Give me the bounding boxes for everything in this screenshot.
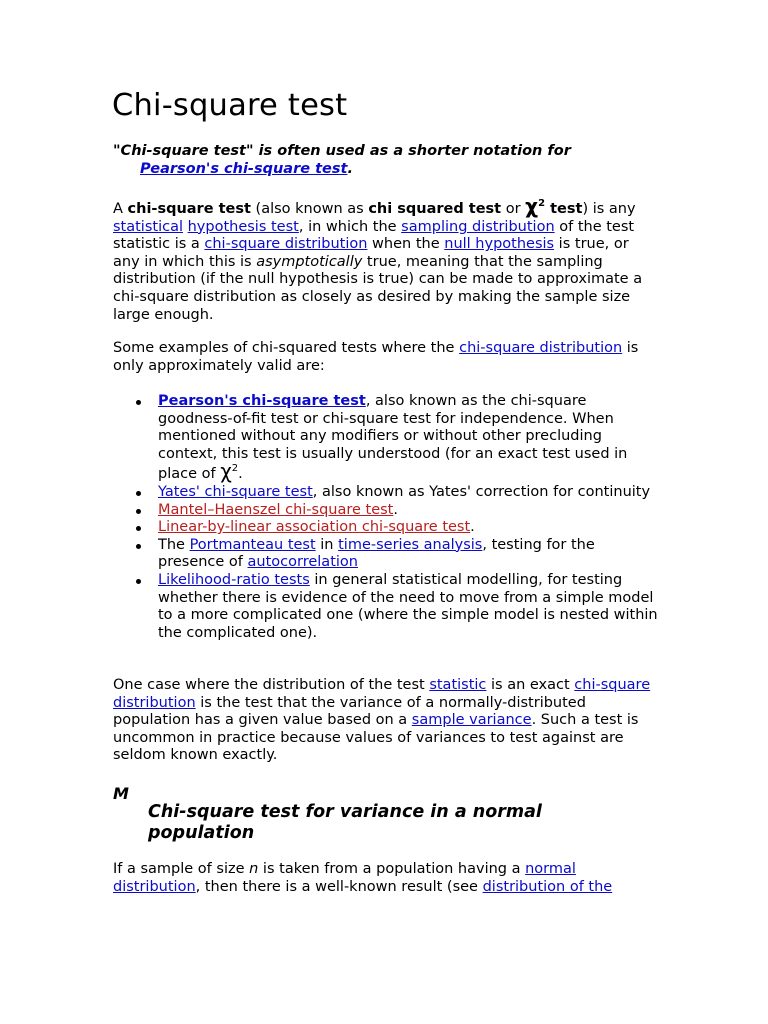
link-distribution-of-the[interactable]: distribution of the: [482, 878, 613, 895]
examples-list: [158, 393, 658, 642]
list-item: The Portmanteau test in time-series analysis, testing for the presence of autocorrelation: [158, 537, 658, 572]
chi-symbol: χ: [220, 459, 232, 484]
link-pearsons-chi-square-test[interactable]: Pearson's chi-square test: [158, 393, 366, 409]
link-yates-chi-square-test[interactable]: Yates' chi-square test: [158, 483, 313, 500]
intro-paragraph: A chi-square test (also known as chi squared test or $\chi^2$ test) is any statistical hypothesis test, in which the sampling distribution of the test statistic is a chi-square distribution when the null hypothesis is true, or any in which this is asymptotically true, meaning that the sampling distribution (if the null hypothesis is true) can be made to approximate a chi-square distribution as closely as desired by making the sample size large enough.: [113, 194, 643, 323]
link-chi-square-distribution-3[interactable]: chi-square distribution: [113, 677, 651, 711]
link-chi-square-distribution[interactable]: chi-square distribution: [204, 236, 368, 253]
hatnote-text: "Chi-square test" is often used as a shorter notation for: [113, 143, 571, 159]
link-sample-variance[interactable]: sample variance: [411, 712, 532, 729]
examples-paragraph: Some examples of chi-squared tests where the chi-square distribution is only approximately valid are:: [113, 340, 639, 374]
link-statistical[interactable]: statistical: [113, 218, 183, 235]
list-item: Linear-by-linear association chi-square test.: [158, 519, 658, 537]
link-statistic[interactable]: statistic: [429, 677, 487, 693]
list-item: Yates' chi-square test, also known as Yates' correction for continuity: [158, 484, 658, 502]
page-title: Chi-square test: [112, 88, 348, 123]
last-paragraph: If a sample of size n is taken from a population having a normal distribution, then there is a well-known result (see distribution of the: [113, 861, 613, 895]
chi-symbol: χ: [525, 194, 539, 218]
link-time-series-analysis[interactable]: time-series analysis: [338, 536, 483, 553]
link-portmanteau-test[interactable]: Portmanteau test: [189, 536, 316, 553]
link-mantel-haenszel-chi-square-test[interactable]: Mantel–Haenszel chi-square test: [158, 501, 394, 518]
list-item: Mantel–Haenszel chi-square test.: [158, 502, 658, 520]
link-hypothesis-test[interactable]: hypothesis test: [187, 218, 299, 235]
link-linear-by-linear-association-chi-square-test[interactable]: Linear-by-linear association chi-square test: [158, 519, 471, 536]
link-null-hypothesis[interactable]: null hypothesis: [444, 236, 555, 253]
list-item: Pearson's chi-square test, also known as the chi-square goodness-of-fit test or chi-square test for independence. When mentioned without any modifiers or without other precluding context, this test is usually understood (for an exact test used in place of $\chi^2$.: [158, 393, 658, 484]
hatnote: "Chi-square test" is often used as a shorter notation for Pearson's chi-square test.: [113, 143, 571, 177]
link-sampling-distribution[interactable]: sampling distribution: [401, 218, 555, 235]
hatnote-link-pearsons-chi-square-test[interactable]: Pearson's chi-square test: [140, 160, 348, 177]
section-marker: M: [113, 784, 129, 803]
link-autocorrelation[interactable]: autocorrelation: [247, 554, 358, 571]
section-heading: Chi-square test for variance in a normal population: [148, 802, 542, 843]
variance-paragraph: One case where the distribution of the test statistic is an exact chi-square distribution is the test that the variance of a normally-distributed population has a given value based on a sample variance. Such a test is uncommon in practice because values of variances to test against are seldom known exactly.: [113, 677, 651, 764]
link-likelihood-ratio-tests[interactable]: Likelihood-ratio tests: [158, 571, 310, 588]
link-normal-distribution[interactable]: normal distribution: [113, 861, 576, 895]
list-item: Likelihood-ratio tests in general statistical modelling, for testing whether there is evidence of the need to move from a simple model to a more complicated one (where the simple model is nested within the complicated one).: [158, 571, 658, 641]
link-chi-square-distribution-2[interactable]: chi-square distribution: [459, 340, 623, 356]
